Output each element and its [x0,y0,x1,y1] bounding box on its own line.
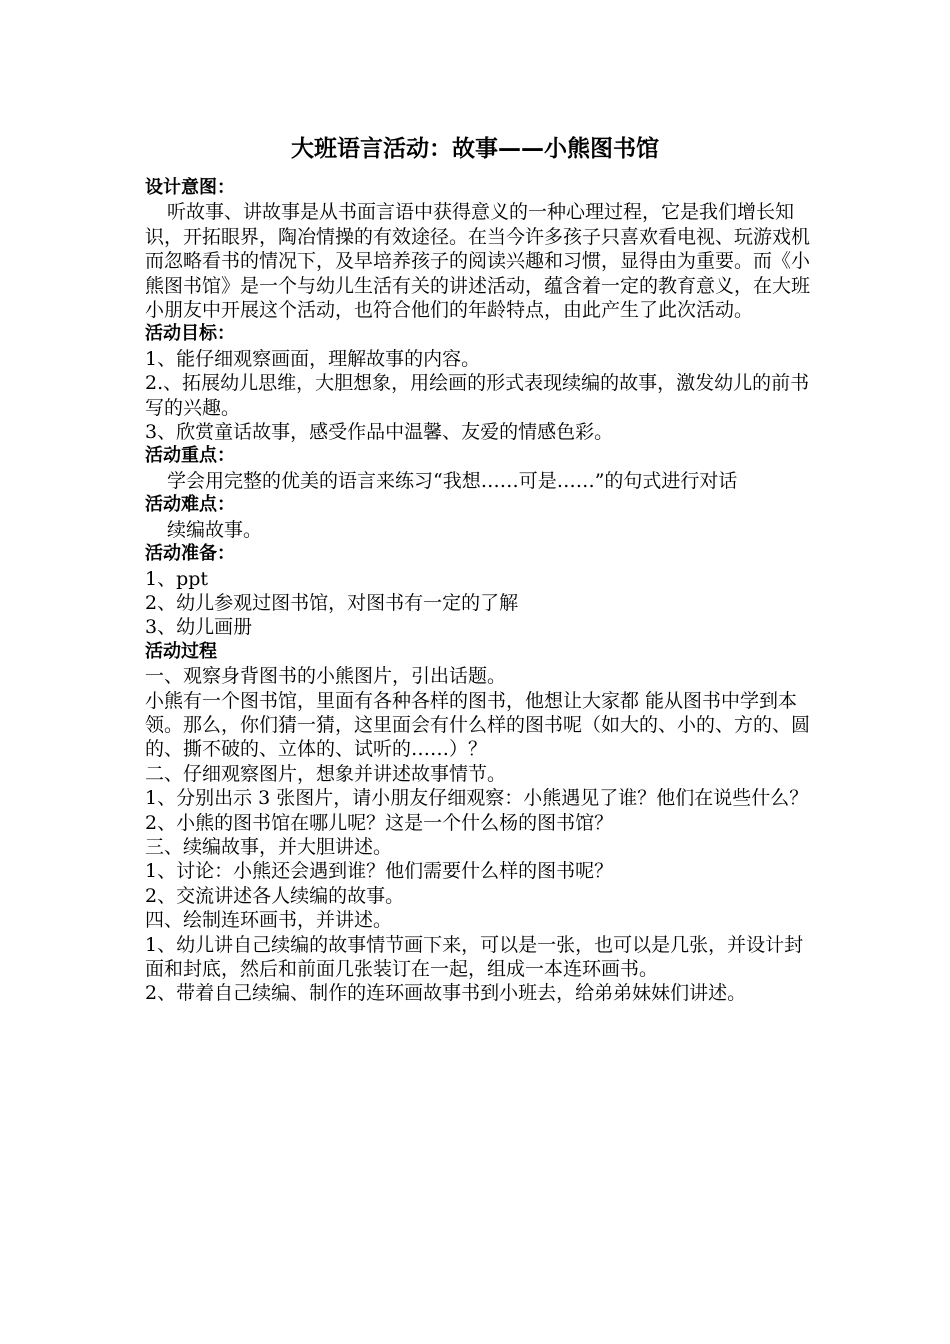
process-item: 2、交流讲述各人续编的故事。 [145,884,405,907]
process-item: 二、仔细观察图片，想象并讲述故事情节。 [145,762,507,785]
goal-item: 2.、拓展幼儿思维，大胆想象，用绘画的形式表现续编的故事，激发幼儿的前书写的兴趣。 [145,372,810,419]
process-item: 2、带着自己续编、制作的连环画故事书到小班去，给弟弟妹妹们讲述。 [145,982,747,1005]
process-item: 小熊有一个图书馆，里面有各种各样的图书，他想让大家都 能从图书中学到本领。那么，你们猜一猜，这里面会有什么样的图书呢（如大的、小的、方的、圆的、撕不破的、立体的、试听的……）？ [145,689,811,761]
prep-item: 3、幼儿画册 [145,616,253,639]
focus-paragraph: 学会用完整的优美的语言来练习“我想……可是……”的句式进行对话 [167,469,738,492]
process-item: 2、小熊的图书馆在哪儿呢？这是一个什么杨的图书馆？ [145,811,614,834]
section-heading-process: 活动过程 [145,640,217,662]
process-item: 三、续编故事，并大胆讲述。 [145,835,393,858]
process-item: 1、分别出示 3 张图片，请小朋友仔细观察：小熊遇见了谁？他们在说些什么？ [145,787,809,810]
process-item: 四、绘制连环画书，并讲述。 [145,909,393,932]
design-paragraph: 听故事、讲故事是从书面言语中获得意义的一种心理过程，它是我们增长知识，开拓眼界，陶冶情操的有效途径。在当今许多孩子只喜欢看电视、玩游戏机而忽略看书的情况下，及早培养孩子的阅读兴趣和习惯，显得由为重要。而《小熊图书馆》是一个与幼儿生活有关的讲述活动，蕴含着一定的教育意义，在大班小朋友中开展这个活动，也符合他们的年龄特点，由此产生了此次活动。 [145,201,811,322]
section-heading-difficulty: 活动难点： [145,494,235,516]
process-item: 一、观察身背图书的小熊图片，引出话题。 [145,665,507,688]
section-heading-prep: 活动准备： [145,543,235,565]
section-heading-design: 设计意图： [145,177,235,198]
goal-item: 3、欣赏童话故事，感受作品中温馨、友爱的情感色彩。 [145,421,614,444]
process-item: 1、幼儿讲自己续编的故事情节画下来，可以是一张，也可以是几张，并设计封面和封底，然后和前面几张装订在一起，组成一本连环画书。 [145,933,804,980]
section-heading-focus: 活动重点： [145,445,235,467]
prep-item: 2、幼儿参观过图书馆，对图书有一定的了解 [145,591,519,614]
section-heading-goals: 活动目标： [145,323,235,345]
document-title: 大班语言活动：故事——小熊图书馆 [291,136,659,162]
process-item: 1、讨论：小熊还会遇到谁？他们需要什么样的图书呢？ [145,860,614,883]
prep-item: 1、ppt [145,567,209,590]
difficulty-paragraph: 续编故事。 [167,518,263,541]
goal-item: 1、能仔细观察画面，理解故事的内容。 [145,347,481,370]
document-body [145,176,815,1006]
